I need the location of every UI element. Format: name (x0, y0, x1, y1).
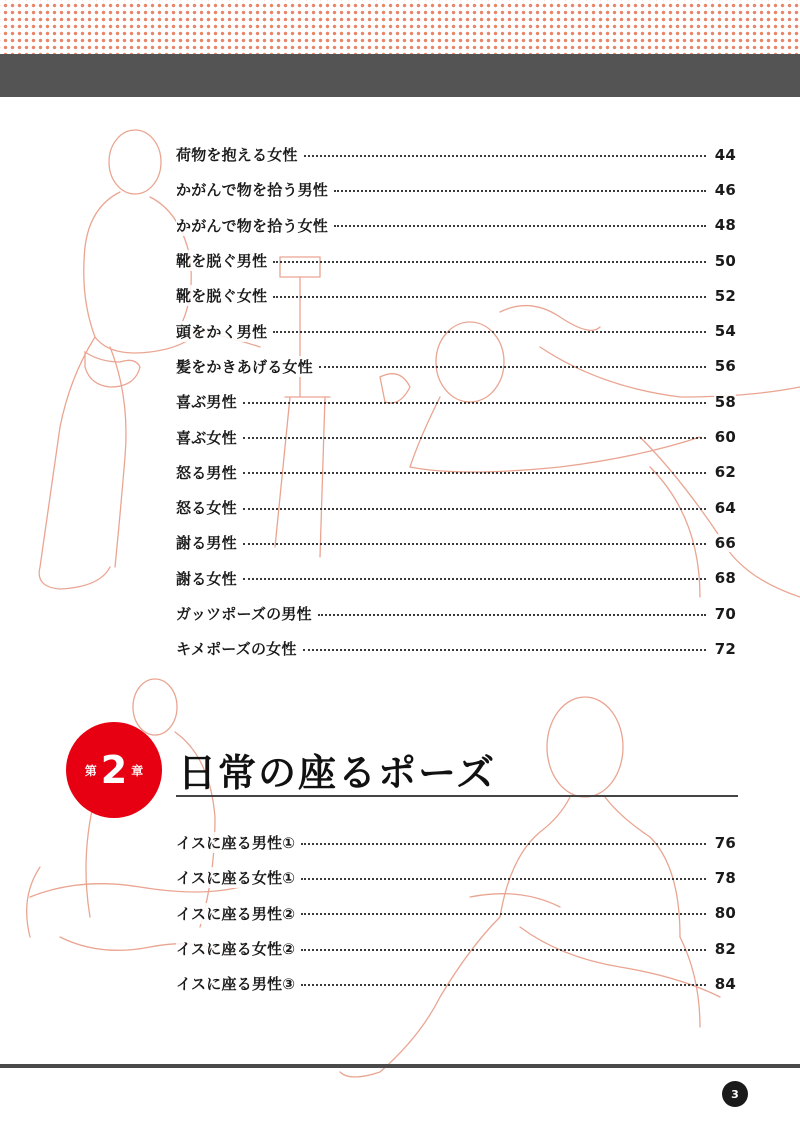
leader-dots (334, 190, 706, 192)
toc-entry-page: 54 (714, 322, 736, 341)
toc-entry-title: 髪をかきあげる女性 (176, 356, 317, 377)
toc-entry[interactable] (176, 931, 736, 966)
chapter-prefix: 第 (84, 763, 97, 778)
leader-dots (243, 508, 706, 510)
chapter-divider (176, 795, 738, 797)
toc-entry[interactable] (176, 243, 736, 278)
toc-entry-title: イスに座る女性② (176, 938, 299, 959)
leader-dots (301, 984, 706, 986)
page-number: 3 (722, 1081, 748, 1107)
toc-entry-title: 荷物を抱える女性 (176, 144, 302, 165)
toc-entry-title: かがんで物を拾う女性 (176, 215, 332, 236)
toc-entry-page: 70 (714, 604, 736, 623)
toc-entry-title: 謝る男性 (176, 532, 241, 553)
leader-dots (301, 949, 706, 951)
toc-entry-title: 喜ぶ女性 (176, 427, 241, 448)
toc-entry[interactable] (176, 278, 736, 313)
toc-entry-page: 64 (714, 498, 736, 517)
leader-dots (301, 843, 706, 845)
leader-dots (301, 878, 706, 880)
toc-entry-page: 68 (714, 569, 736, 588)
toc-entry-page: 82 (714, 939, 736, 958)
toc-entry[interactable] (176, 525, 736, 560)
leader-dots (243, 578, 706, 580)
toc-entry-title: 謝る女性 (176, 568, 241, 589)
toc-entry-page: 58 (714, 392, 736, 411)
leader-dots (273, 331, 706, 333)
leader-dots (303, 649, 706, 651)
toc-entry[interactable] (176, 490, 736, 525)
toc-entry[interactable] (176, 561, 736, 596)
toc-entry[interactable] (176, 208, 736, 243)
toc-entry-page: 66 (714, 533, 736, 552)
leader-dots (334, 225, 706, 227)
header-band (0, 54, 800, 97)
toc-entry-page: 50 (714, 251, 736, 270)
toc-entry[interactable] (176, 172, 736, 207)
toc-entry-page: 62 (714, 463, 736, 482)
toc-entry-page: 80 (714, 904, 736, 923)
toc-entry-title: イスに座る男性② (176, 903, 299, 924)
chapter-badge (66, 722, 162, 818)
toc-entry[interactable] (176, 137, 736, 172)
toc-entry-title: 靴を脱ぐ女性 (176, 285, 271, 306)
chapter-suffix: 章 (131, 763, 144, 778)
leader-dots (319, 366, 706, 368)
toc-entry-title: イスに座る男性③ (176, 973, 299, 994)
leader-dots (243, 437, 706, 439)
footer-rule (0, 1064, 800, 1068)
toc-entry-page: 44 (714, 145, 736, 164)
toc-entry-page: 56 (714, 357, 736, 376)
toc-entry[interactable] (176, 825, 736, 860)
toc-entry-page: 76 (714, 833, 736, 852)
toc-entry-title: 怒る女性 (176, 497, 241, 518)
toc-entry-page: 52 (714, 286, 736, 305)
toc-list-section2 (176, 825, 736, 1001)
dot-pattern-header (0, 0, 800, 54)
toc-entry-title: 靴を脱ぐ男性 (176, 250, 271, 271)
toc-entry-title: キメポーズの女性 (176, 638, 301, 659)
toc-entry-title: かがんで物を拾う男性 (176, 179, 332, 200)
toc-entry[interactable] (176, 349, 736, 384)
leader-dots (243, 402, 706, 404)
toc-entry[interactable] (176, 596, 736, 631)
toc-entry-page: 46 (714, 180, 736, 199)
leader-dots (301, 913, 706, 915)
toc-list-section1 (176, 137, 736, 666)
toc-entry[interactable] (176, 455, 736, 490)
toc-entry[interactable] (176, 966, 736, 1001)
toc-entry-title: 喜ぶ男性 (176, 391, 241, 412)
leader-dots (304, 155, 706, 157)
chapter-title: 日常の座るポーズ (178, 751, 497, 795)
toc-entry-page: 48 (714, 216, 736, 235)
leader-dots (273, 261, 706, 263)
toc-entry-page: 60 (714, 428, 736, 447)
leader-dots (243, 472, 706, 474)
toc-entry-page: 78 (714, 868, 736, 887)
toc-entry-title: 頭をかく男性 (176, 321, 271, 342)
chapter-number: 2 (100, 748, 128, 792)
leader-dots (273, 296, 706, 298)
toc-entry-page: 72 (714, 639, 736, 658)
toc-entry[interactable] (176, 419, 736, 454)
toc-entry[interactable] (176, 896, 736, 931)
toc-entry-title: イスに座る男性① (176, 832, 299, 853)
toc-entry-title: ガッツポーズの男性 (176, 603, 316, 624)
toc-entry[interactable] (176, 631, 736, 666)
toc-entry[interactable] (176, 313, 736, 348)
leader-dots (243, 543, 706, 545)
toc-entry-title: 怒る男性 (176, 462, 241, 483)
toc-entry-title: イスに座る女性① (176, 867, 299, 888)
toc-entry-page: 84 (714, 974, 736, 993)
toc-entry[interactable] (176, 384, 736, 419)
toc-entry[interactable] (176, 860, 736, 895)
leader-dots (318, 614, 706, 616)
